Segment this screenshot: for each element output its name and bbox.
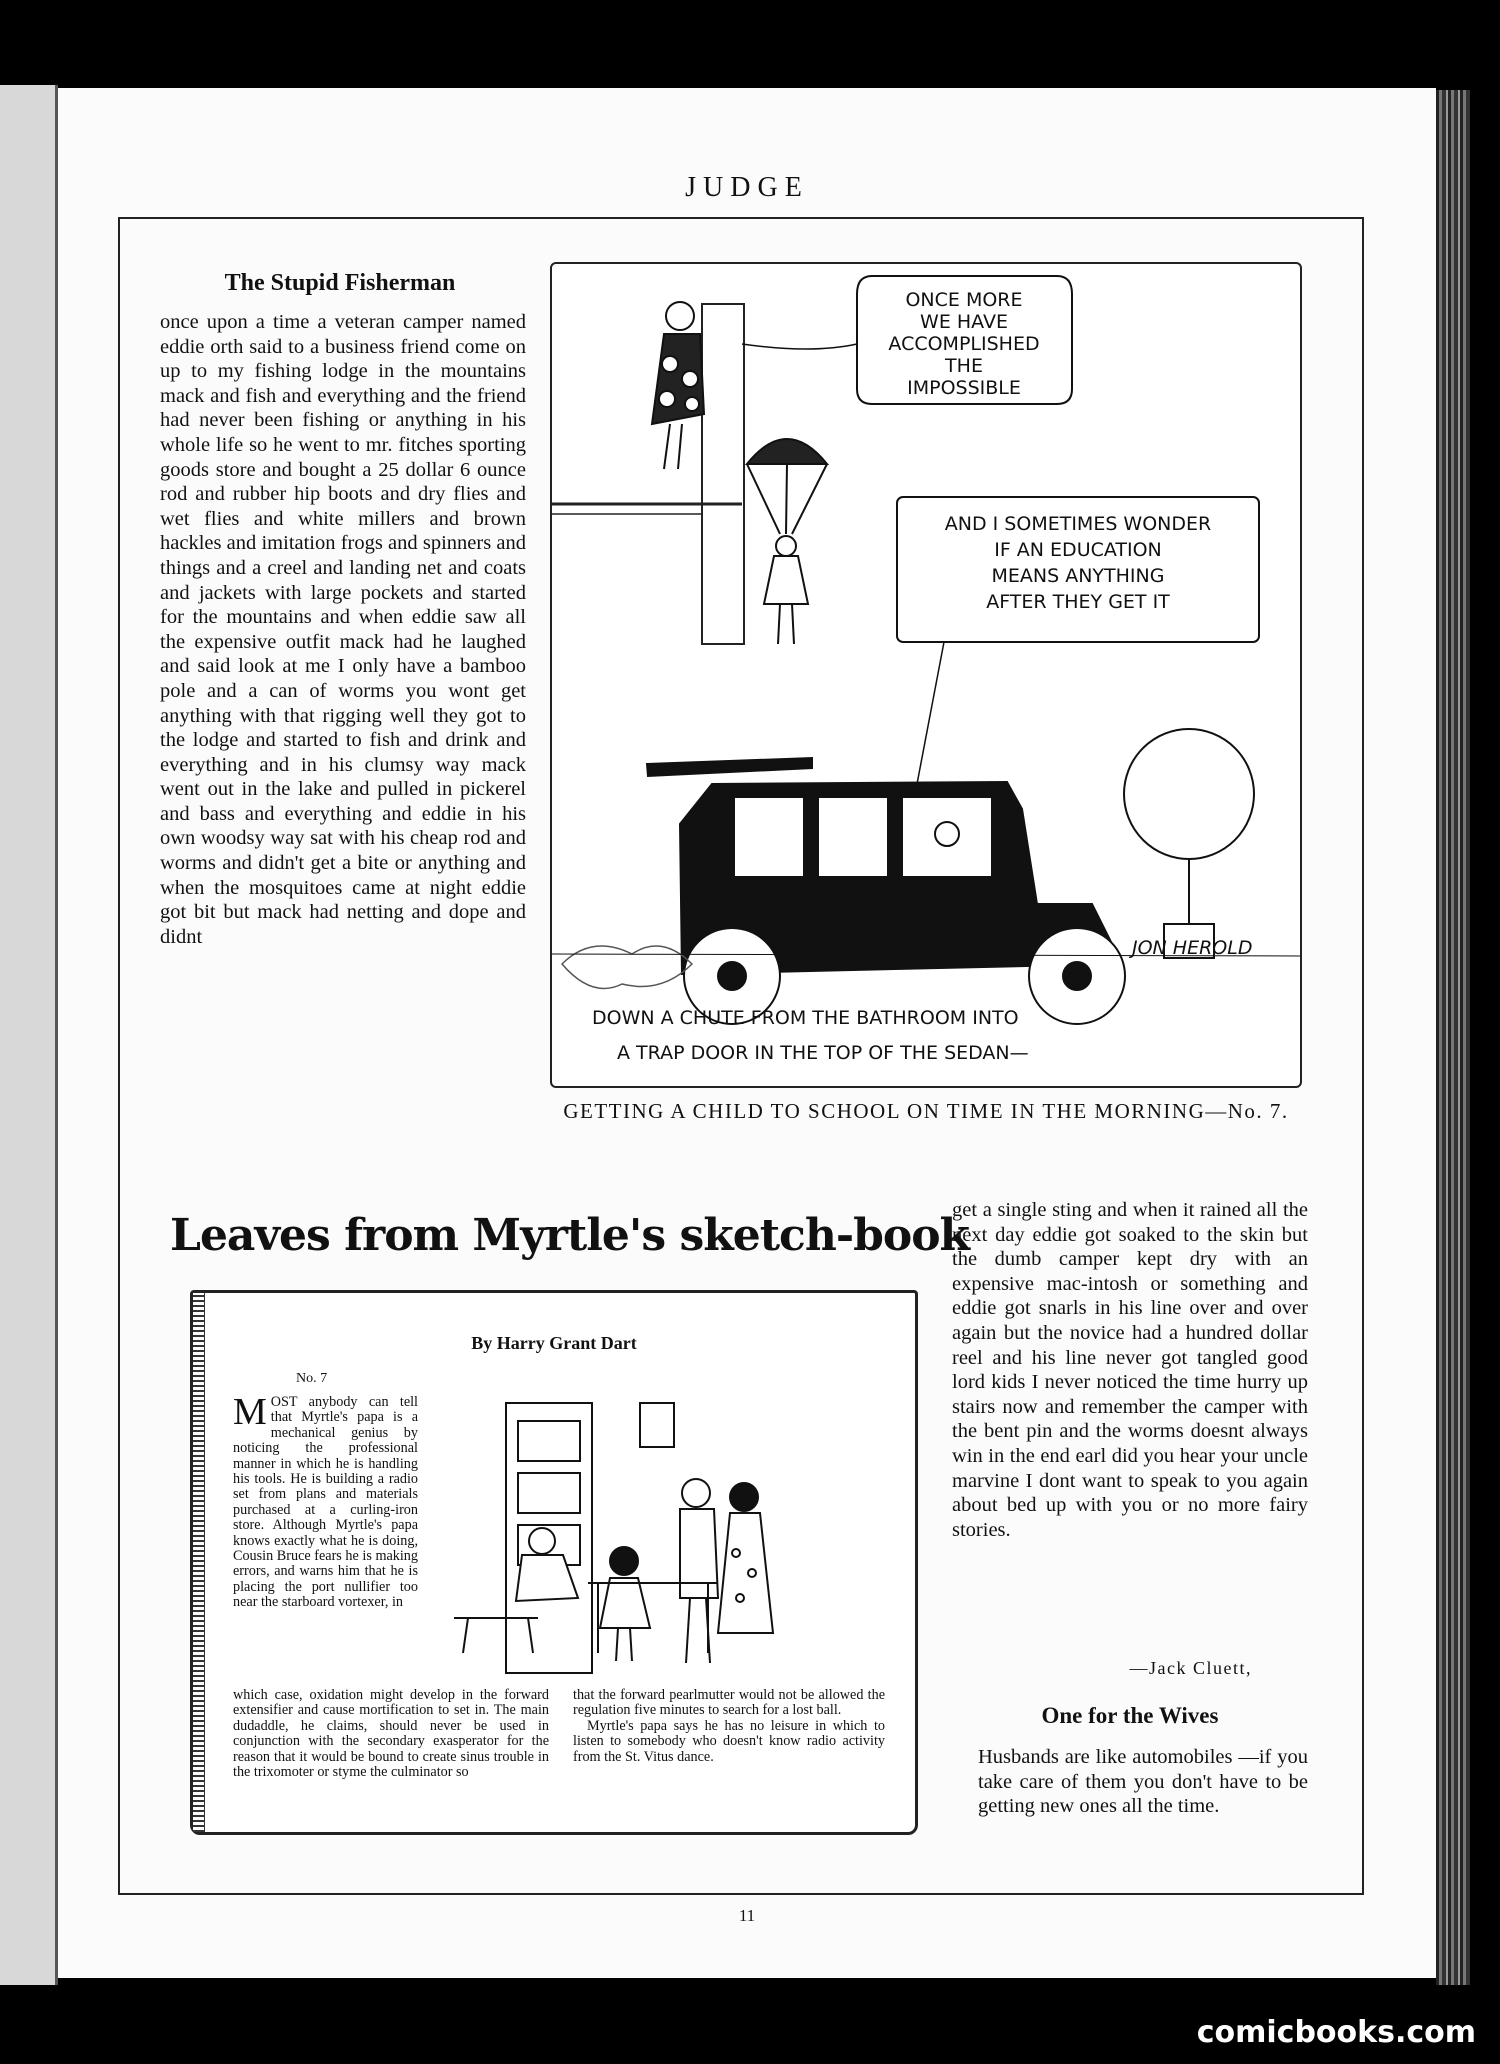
panel-caption-line1: Down a chute from the bathroom into xyxy=(592,1007,1019,1029)
masthead: JUDGE xyxy=(685,172,809,203)
parachuting-child xyxy=(747,439,827,644)
sedan xyxy=(647,758,1125,1024)
balloon2-line2: if an education xyxy=(994,539,1162,561)
balloon2-line3: means anything xyxy=(991,565,1165,587)
site-watermark: comicbooks.com xyxy=(1196,2015,1476,2050)
balloon1-line3: accomplished xyxy=(888,333,1040,355)
joke-body xyxy=(978,1745,1308,1819)
cartoon-caption: GETTING A CHILD TO SCHOOL ON TIME IN THE MORNING—No. 7. xyxy=(563,1099,1289,1123)
myrtle-col2-para2: Myrtle's papa says he has no leisure in which to listen to somebody who doesn't know radio activity from the St. Vitus dance. xyxy=(573,1717,885,1765)
strip-number: No. 7 xyxy=(296,1371,328,1386)
potted-tree xyxy=(1124,729,1254,958)
balloon1-line1: Once more xyxy=(905,289,1023,311)
facing-page-edge xyxy=(0,85,58,1985)
balloon1-line5: impossible xyxy=(907,377,1021,399)
sketchbook-spine xyxy=(193,1293,205,1832)
panel-caption-line2: a trap door in the top of the sedan— xyxy=(617,1042,1029,1064)
artist-signature: Jon Herold xyxy=(1132,937,1253,959)
balloon2-line1: And I sometimes wonder xyxy=(944,513,1212,535)
section-title: Leaves from Myrtle's sketch-book xyxy=(170,1210,970,1261)
cartoon-panel xyxy=(550,262,1302,1088)
page-number: 11 xyxy=(738,1906,756,1925)
myrtle-text-col2 xyxy=(573,1688,885,1765)
myrtle-col2-para1: that the forward pearlmutter would not be allowed the regulation five minutes to search for a lost ball. xyxy=(573,1687,885,1719)
myrtle-text-col1-cont: which case, oxidation might develop in the forward extensifier and cause mortification to set in. The main dudaddle, he claims, should never be used in conjunction with the secondary exasperator for the reason that it would be bound to create sinus trouble in the trixomoter or styme the culminator so xyxy=(233,1687,549,1781)
joke-title: One for the Wives xyxy=(1041,1703,1219,1728)
scan-border-top xyxy=(0,0,1500,85)
page-binding xyxy=(1436,90,1470,1995)
sketchbook-frame xyxy=(190,1290,918,1835)
myrtle-text-col1-body: OST anybody can tell that Myrtle's papa is a mechanical genius by noticing the professional manner in which he is handling his tools. He is building a radio set from plans and materials purchased at a curling-iron store. Although Myrtle's papa knows exactly what he is doing, Cousin Bruce fears he is making errors, and warns him that he is placing the port nullifier too near the starboard vortexer, in xyxy=(233,1394,418,1611)
story-continuation: get a single sting and when it rained all the next day eddie got soaked to the skin but the dumb camper kept dry with an expensive mac-intosh or something and eddie got snarls in his line over and over again but the novice had a hundred dollar reel and his line never got tangled good lord kids I never noticed the time hurry up stairs now and remember the camper with the bent pin and the worms doesnt always win in the end earl did you hear your uncle marvine I dont want to speak to you again about bed up with you or no more fairy stories. xyxy=(952,1199,1308,1541)
myrtle-text-col1 xyxy=(233,1391,418,1611)
story-attribution: —Jack Cluett, xyxy=(1129,1658,1252,1678)
balloon2-line4: after they get it xyxy=(986,591,1170,613)
cartoon-drawing xyxy=(552,264,1302,1088)
balloon1-line2: we have xyxy=(920,311,1008,333)
mother-figure xyxy=(652,302,704,469)
balloon1-line4: the xyxy=(945,355,983,377)
sketch-illustration xyxy=(418,1383,888,1683)
story-title: The Stupid Fisherman xyxy=(224,270,456,296)
story-body: once upon a time a veteran camper named eddie orth said to a business friend come on up to my fishing lodge in the mountains mack and fish and everything and the friend had never been fishing or anything in his whole life so he went to mr. fitches sporting goods store and bought a 25 dollar 6 ounce rod and rubber hip boots and dry flies and wet flies and white millers and brown hackles and imitation frogs and spinners and things and a creel and landing net and coats and jackets with large pockets and started for the mountains and when eddie saw all the expensive outfit mack had he laughed and said look at me I only have a bamboo pole and a can of worms you wont get anything with that rigging well they got to the lodge and started to fish and drink and everything and in his clumsy way mack went out in the lake and pulled in pickerel and bass and everything and eddie in his own woodsy way sat with his cheap rod and worms and didn't get a bite or anything and when the mosquitoes came at night eddie got bit but mack had netting and dope and didnt xyxy=(160,311,526,948)
drop-cap: M xyxy=(233,1391,267,1433)
joke-text: Husbands are like automobiles —if you take care of them you don't have to be getting new ones all the time. xyxy=(978,1746,1308,1818)
byline: By Harry Grant Dart xyxy=(471,1333,637,1353)
